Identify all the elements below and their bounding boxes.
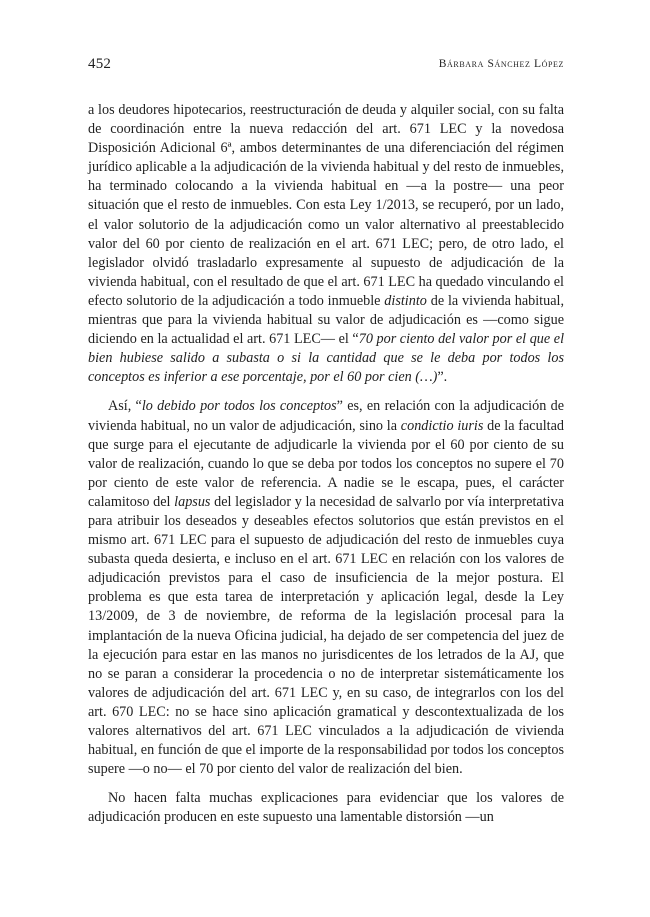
italic-quotation: 70 por ciento del valor por el que el bien hubiese salido a subasta o si la cantidad que se le deba por todos los conceptos es inferior a ese porcentaje, por el 60 por cien (…) [88, 331, 565, 386]
text-run: de la vivienda habitual, mientras que para la vivienda habitual su valor de adjudicación es —como sigue diciendo en la actualidad el art. 671 LEC— el “ [88, 292, 564, 348]
text-run: del legislador y la necesidad de salvarlo por vía interpretativa para atribuir los deseados y deseables efectos solutorios que están previstos en el mismo art. 671 LEC para el supuesto de adjudicación del resto de inmuebles cuya subasta queda desierta, e incluso en el art. 671 LEC en relación con los valores de adjudicación previstos para el caso de insuficiencia de la mejor postura. El problema es que esta tarea de interpretación y aplicación legal, desde la Ley 13/2009, de 3 de noviembre, de reforma de la legislación procesal para la implantación de la nueva Oficina judicial, ha dejado de ser competencia del juez de la ejecución para estar en las manos no jurisdicentes de los letrados de la AJ, que no se paran a considerar la procedencia o no de interpretar sistemáticamente los valores de adjudicación del art. 671 LEC y, en su caso, de integrarlos con los del art. 670 LEC: no se hace sino aplicación gramatical y descontextualizada de los valores alternativos del art. 671 LEC vinculados a la adjudicación de vivienda habitual, en función de que el importe de la responsabilidad por todos los conceptos supere —o no— el 70 por ciento del valor de realización del bien. [88, 493, 565, 778]
page-number: 452 [88, 56, 112, 72]
paragraph-2 [88, 397, 564, 779]
body-text [88, 101, 564, 837]
text-run: ”. [437, 369, 448, 386]
italic-text-run: condictio iuris [400, 417, 484, 434]
text-run: de la facultad que surge para el ejecutante de adjudicarle la vivienda por el 60 por ciento de su valor de realización, cuando lo que se deba por todos los conceptos no supere el 70 por ciento de este valor de referencia. A nadie se le escapa, pues, el carácter calamitoso del [88, 417, 564, 510]
running-head-author: Bárbara Sánchez López [438, 58, 564, 70]
italic-text-run: distinto [384, 292, 427, 309]
paragraph-3 [88, 789, 564, 827]
italic-text-run: lapsus [174, 493, 211, 510]
text-run: Así, “ [108, 398, 142, 415]
text-run: No hacen falta muchas explicaciones para evidenciar que los valores de adjudicación producen en este supuesto una lamentable distorsión —un [88, 790, 564, 826]
text-run: a los deudores hipotecarios, reestructuración de deuda y alquiler social, con su falta de coordinación entre la nueva redacción del art. 671 LEC y la novedosa Disposición Adicional 6ª, ambos determinantes de una diferenciación del régimen jurídico aplicable a la adjudicación de la vivienda habitual y del resto de inmuebles, ha terminado colocando a la vivienda habitual en —a la postre— una peor situación que el resto de inmuebles. Con esta Ley 1/2013, se recuperó, por un lado, el valor solutorio de la adjudicación como un valor alternativo al preestablecido valor del 60 por ciento de realización en el art. 671 LEC; pero, de otro lado, el legislador olvidó trasladarlo expresamente al supuesto de adjudicación de la vivienda habitual, con el resultado de que el art. 671 LEC ha quedado vinculando el efecto solutorio de la adjudicación a todo inmueble [88, 102, 564, 309]
paragraph-1 [88, 101, 564, 387]
running-head [88, 56, 564, 76]
italic-text-run: lo debido por todos los conceptos [141, 398, 337, 415]
text-run: ” es, en relación con la adjudicación de vivienda habitual, no un valor de adjudicación, sino la [88, 398, 564, 434]
